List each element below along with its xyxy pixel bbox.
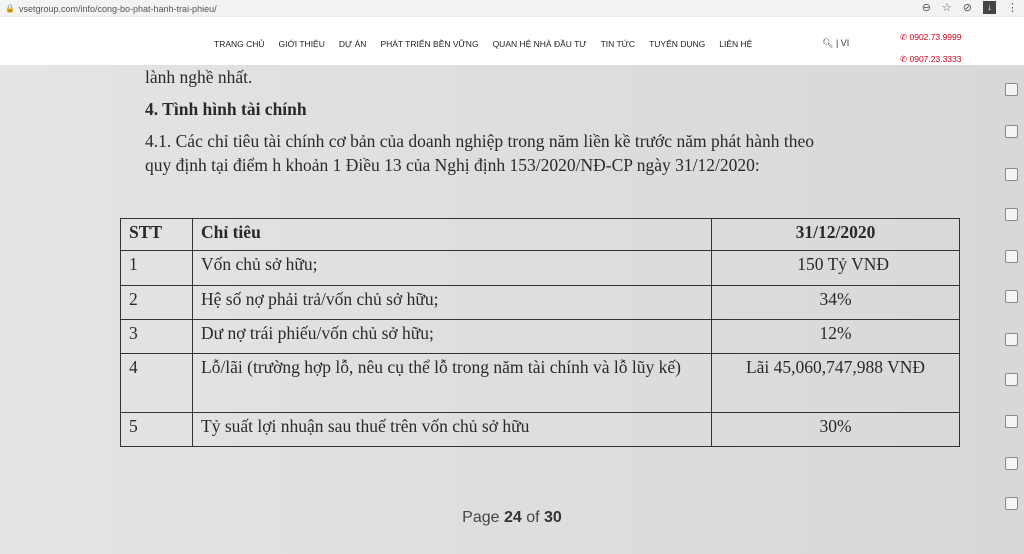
menu-icon[interactable]: ⋮: [1007, 2, 1018, 14]
nav-sustainability[interactable]: PHÁT TRIỂN BỀN VỮNG: [380, 39, 479, 49]
header-cell: STT: [121, 219, 193, 251]
url-text[interactable]: vsetgroup.com/info/cong-bo-phat-hanh-trai-phieu/: [18, 3, 217, 14]
financial-table: [120, 218, 960, 447]
zoom-icon[interactable]: ⊖: [921, 2, 931, 14]
nav-home[interactable]: TRANG CHỦ: [214, 39, 265, 49]
binder-tab-icon: [1005, 290, 1018, 303]
header-cell: Chỉ tiêu: [193, 219, 712, 251]
nav-investor-relations[interactable]: QUAN HỆ NHÀ ĐẦU TƯ: [492, 39, 587, 49]
header-cell: 31/12/2020: [712, 219, 960, 251]
binder-tab-icon: [1005, 333, 1018, 346]
binder-tab-icon: [1005, 457, 1018, 470]
nav-news[interactable]: TIN TỨC: [600, 39, 636, 49]
binder-tab-icon: [1005, 208, 1018, 221]
paragraph-line: quy định tại điểm h khoản 1 Điều 13 của Nghị định 153/2020/NĐ-CP ngày 31/12/2020:: [145, 155, 760, 175]
address-bar[interactable]: [0, 0, 1024, 17]
binder-tab-icon: [1005, 415, 1018, 428]
table-row: 3 Dư nợ trái phiếu/vốn chủ sở hữu; 12%: [121, 320, 960, 354]
main-nav: [214, 39, 752, 49]
page-indicator: Page 24 of 30: [462, 509, 562, 526]
search-icon[interactable]: 🔍︎: [822, 38, 834, 48]
phone-1[interactable]: ✆ 0902.73.9999: [900, 32, 962, 42]
shield-icon[interactable]: ⊘: [962, 2, 972, 14]
star-icon[interactable]: ☆: [941, 2, 952, 14]
section-heading: 4. Tình hình tài chính: [145, 99, 307, 119]
site-header: TRANG CHỦ GIỚI THIỆU DỰ ÁN PHÁT TRIỂN BỀN VỮNG QUAN HỆ NHÀ ĐẦU TƯ TIN TỨC TUYỂN DỤNG LIÊN HỆ 🔍︎ | VI ✆ 0902.73.9999 ✆ 0907.23.3333: [0, 17, 1024, 65]
binder-tab-icon: [1005, 373, 1018, 386]
table-row: 5 Tỷ suất lợi nhuận sau thuế trên vốn chủ sở hữu 30%: [121, 413, 960, 447]
nav-about[interactable]: GIỚI THIỆU: [278, 39, 325, 49]
text-line: lành nghề nhất.: [145, 67, 253, 87]
pdf-page: [0, 65, 1024, 554]
bleed-through: [715, 71, 1015, 241]
nav-projects[interactable]: DỰ ÁN: [338, 39, 367, 49]
nav-careers[interactable]: TUYỂN DỤNG: [649, 39, 706, 49]
paragraph-line: 4.1. Các chỉ tiêu tài chính cơ bản của doanh nghiệp trong năm liền kề trước năm phát hành theo: [145, 131, 814, 151]
binder-tab-icon: [1005, 125, 1018, 138]
table-header: [121, 219, 960, 251]
binder-tab-icon: [1005, 83, 1018, 96]
lock-icon: 🔒: [5, 4, 15, 13]
phone-icon: ✆: [900, 54, 910, 64]
phone-2[interactable]: ✆ 0907.23.3333: [900, 54, 962, 64]
language-switch[interactable]: VI: [840, 38, 850, 48]
table-row: 2 Hệ số nợ phải trả/vốn chủ sở hữu; 34%: [121, 286, 960, 320]
binder-tab-icon: [1005, 250, 1018, 263]
download-icon[interactable]: ↓: [983, 1, 996, 14]
table-row: 1 Vốn chủ sở hữu; 150 Tỷ VNĐ: [121, 251, 960, 286]
phone-icon: ✆: [900, 32, 910, 42]
binder-tab-icon: [1005, 497, 1018, 510]
table-row: 4 Lỗ/lãi (trường hợp lỗ, nêu cụ thể lỗ trong năm tài chính và lỗ lũy kế) Lãi 45,060,747,988 VNĐ: [121, 354, 960, 413]
nav-contact[interactable]: LIÊN HỆ: [719, 39, 753, 49]
binder-tab-icon: [1005, 168, 1018, 181]
